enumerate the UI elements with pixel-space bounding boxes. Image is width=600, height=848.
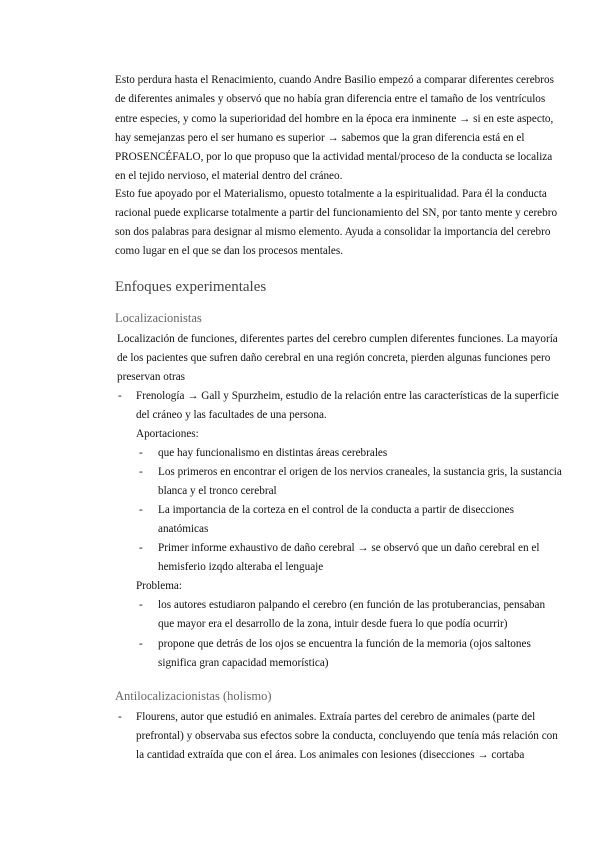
bullet-dash: - — [139, 504, 143, 516]
intro-line: PROSENCÉFALO, por lo que propuso que la actividad mental/proceso de la conducta se localiza — [115, 151, 553, 163]
sub-bullet-line: La importancia de la corteza en el control de la conducta a partir de disecciones — [158, 504, 514, 516]
intro-line: hay semejanzas pero el ser humano es superior → sabemos que la gran diferencia está en el — [115, 132, 525, 144]
sub-bullet-line: blanca y el tronco cerebral — [158, 485, 277, 497]
bullet-dash: - — [139, 599, 143, 611]
sub-bullet-line: los autores estudiaron palpando el cerebro (en función de las protuberancias, pensaban — [158, 599, 546, 611]
subsection-heading: Localizacionistas — [115, 311, 202, 325]
sub-bullet-line: que mayor era el desarrollo de la zona, intuir desde fuera lo que podía ocurrir) — [158, 618, 508, 630]
subsection-heading: Antilocalizacionistas (holismo) — [115, 689, 272, 703]
sub-bullet-line: significa gran capacidad memorística) — [158, 657, 329, 669]
intro-line: de diferentes animales y observó que no había gran diferencia entre el tamaño de los ventrículos — [115, 93, 546, 105]
bullet-line: Flourens, autor que estudió en animales. Extraía partes del cerebro de animales (parte del — [136, 711, 536, 723]
sub-bullet-line: anatómicas — [158, 523, 209, 535]
problema-label: Problema: — [136, 580, 182, 592]
para-line: preservan otras — [117, 371, 186, 383]
para-line: de los pacientes que sufren daño cerebral en una región concreta, pierden algunas funciones pero — [117, 352, 551, 364]
bullet-dash: - — [118, 711, 122, 723]
intro-line: como lugar en el que se dan los procesos mentales. — [115, 245, 344, 257]
intro-line: racional puede explicarse totalmente a partir del funcionamiento del SN, por tanto mente y cerebro — [115, 207, 558, 219]
bullet-dash: - — [118, 390, 122, 402]
bullet-dash: - — [139, 466, 143, 478]
intro-line: en el tejido nervioso, el material dentro del cráneo. — [115, 170, 343, 182]
sub-bullet-line: Los primeros en encontrar el origen de los nervios craneales, la sustancia gris, la sustancia — [158, 466, 562, 478]
intro-line: Esto fue apoyado por el Materialismo, opuesto totalmente a la espiritualidad. Para él la conducta — [115, 188, 547, 200]
bullet-line: la cantidad extraída que con el área. Los animales con lesiones (disecciones → cortaba — [136, 749, 525, 761]
bullet-dash: - — [139, 447, 143, 459]
intro-line: Esto perdura hasta el Renacimiento, cuando Andre Basilio empezó a comparar diferentes cerebros — [115, 74, 554, 86]
intro-line: entre especies, y como la superioridad del hombre en la época era inminente → si en este aspecto, — [115, 113, 554, 125]
bullet-line: del cráneo y las facultades de una persona. — [136, 409, 327, 421]
sub-bullet-line: que hay funcionalismo en distintas áreas cerebrales — [158, 447, 388, 459]
bullet-dash: - — [139, 638, 143, 650]
aportaciones-label: Aportaciones: — [136, 428, 199, 440]
bullet-dash: - — [139, 542, 143, 554]
bullet-line: Frenología → Gall y Spurzheim, estudio de la relación entre las características de la superficie — [136, 390, 559, 402]
para-line: Localización de funciones, diferentes partes del cerebro cumplen diferentes funciones. La mayoría — [117, 333, 558, 345]
sub-bullet-line: Primer informe exhaustivo de daño cerebral → se observó que un daño cerebral en el — [158, 542, 540, 554]
intro-line: son dos palabras para designar al mismo elemento. Ayuda a consolidar la importancia del cerebro — [115, 226, 551, 238]
section-heading: Enfoques experimentales — [115, 279, 267, 295]
sub-bullet-line: hemisferio izqdo alteraba el lenguaje — [158, 561, 324, 573]
sub-bullet-line: propone que detrás de los ojos se encuentra la función de la memoria (ojos saltones — [158, 638, 531, 650]
bullet-line: prefrontal) y observaba sus efectos sobre la conducta, concluyendo que tenía más relación con — [136, 730, 558, 742]
